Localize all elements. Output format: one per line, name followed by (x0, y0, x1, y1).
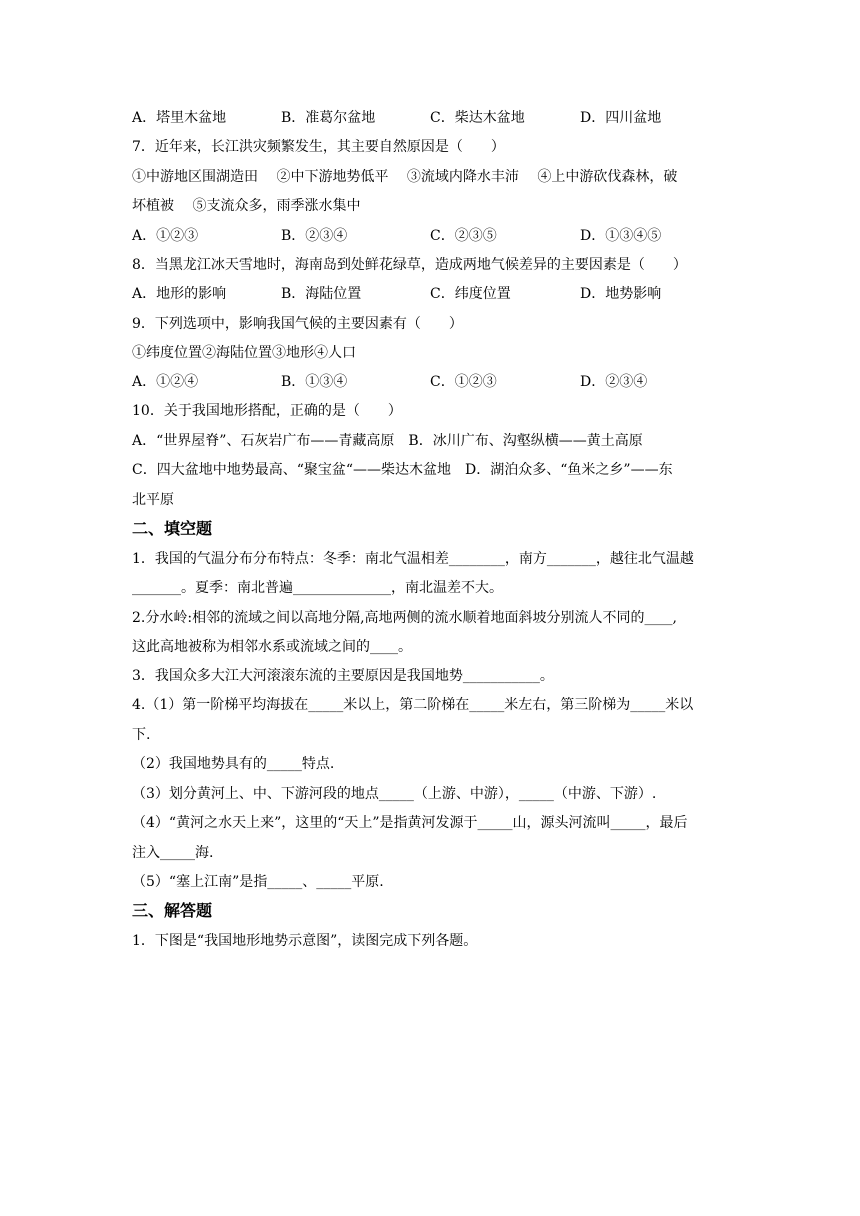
q7-items-line2: 坏植被 ⑤支流众多，雨季涨水集中 (132, 198, 361, 214)
fill-q4-part1-line1: 4.（1）第一阶梯平均海拔在_____米以上，第二阶梯在_____米左右，第三阶梯为_____米以 (132, 697, 694, 713)
q10-stem: 10．关于我国地形搭配，正确的是（ ） (132, 403, 402, 419)
q10-options-line1: A．“世界屋脊”、石灰岩广布——青藏高原 B．冰川广布、沟壑纵横——黄土高原 (132, 433, 643, 449)
q8-option-a: A．地形的影响 (132, 286, 227, 302)
q8-stem: 8．当黑龙江冰天雪地时，海南岛到处鲜花绿草，造成两地气候差异的主要因素是（ ） (132, 257, 687, 273)
fill-q1-line1: 1．我国的气温分布分布特点：冬季：南北气温相差________，南方_______，越往北气温越 (132, 551, 694, 567)
q7-option-d: D．①③④⑤ (580, 228, 662, 244)
fill-q4-part3: （3）划分黄河上、中、下游河段的地点_____（上游、中游），_____（中游、下游）. (132, 786, 657, 802)
section-title-answer: 三、解答题 (132, 901, 213, 920)
fill-q4-part2: （2）我国地势具有的_____特点. (132, 756, 335, 772)
q9-option-d: D．②③④ (580, 374, 648, 390)
fill-q4-part4-line1: （4）“黄河之水天上来”，这里的“天上”是指黄河发源于_____山，源头河流叫_____，最后 (132, 815, 688, 831)
fill-q4-part4-line2: 注入_____海. (132, 845, 214, 861)
q8-option-d: D．地势影响 (580, 286, 662, 302)
q9-stem: 9．下列选项中，影响我国气候的主要因素有（ ） (132, 316, 463, 332)
fill-q4-part1-line2: 下. (132, 727, 151, 743)
q9-option-c: C．①②③ (430, 374, 497, 390)
fill-q3: 3．我国众多大江大河滚滚东流的主要原因是我国地势___________。 (132, 668, 554, 684)
fill-q1-line2: _______。夏季：南北普遍______________，南北温差不大。 (132, 580, 503, 596)
fill-q4-part5: （5）“塞上江南”是指_____、_____平原. (132, 874, 384, 890)
q6-option-b: B．准葛尔盆地 (281, 110, 376, 126)
q6-option-c: C．柴达木盆地 (430, 110, 525, 126)
q7-items-line1: ①中游地区围湖造田 ②中下游地势低平 ③流域内降水丰沛 ④上中游砍伐森林，破 (132, 169, 678, 185)
fill-q2-line2: 这此高地被称为相邻水系或流域之间的____。 (132, 639, 412, 655)
q9-option-b: B．①③④ (281, 374, 348, 390)
q6-option-d: D．四川盆地 (580, 110, 662, 126)
q8-option-b: B．海陆位置 (281, 286, 362, 302)
q10-options-line3: 北平原 (132, 492, 174, 508)
q10-options-line2: C．四大盆地中地势最高、“聚宝盆“——柴达木盆地 D．湖泊众多、“鱼米之乡”——东 (132, 462, 673, 478)
q7-option-b: B．②③④ (281, 228, 348, 244)
q8-option-c: C．纬度位置 (430, 286, 511, 302)
fill-q2-line1: 2.分水岭:相邻的流域之间以高地分隔,高地两侧的流水顺着地面斜坡分别流人不同的____, (132, 610, 677, 626)
answer-q1: 1．下图是“我国地形地势示意图”，读图完成下列各题。 (132, 933, 478, 949)
q7-stem: 7．近年来，长江洪灾频繁发生，其主要自然原因是（ ） (132, 139, 505, 155)
q7-option-c: C．②③⑤ (430, 228, 497, 244)
section-title-fill-blank: 二、填空题 (132, 519, 213, 538)
q9-option-a: A．①②④ (132, 374, 199, 390)
q7-option-a: A．①②③ (132, 228, 199, 244)
q9-items: ①纬度位置②海陆位置③地形④人口 (132, 345, 356, 361)
q6-option-a: A．塔里木盆地 (132, 110, 227, 126)
